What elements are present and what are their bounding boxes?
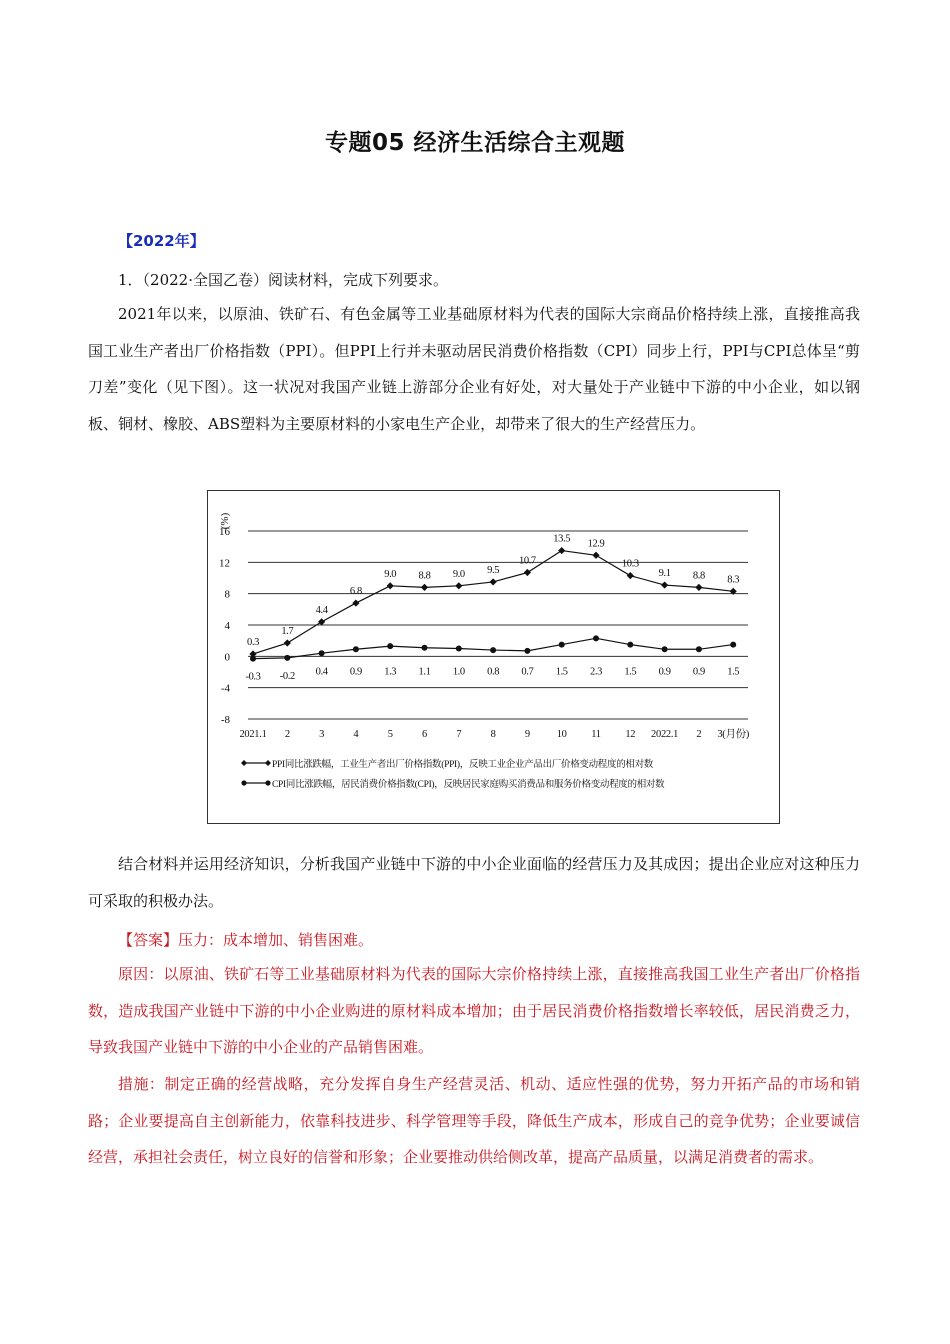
- x-tick-label: 2021.1: [239, 729, 267, 740]
- ppi-point: [592, 552, 599, 559]
- year-tag: 【2022年】: [118, 232, 205, 250]
- ppi-point: [661, 581, 668, 588]
- x-tick-label: 3(月份): [717, 729, 750, 740]
- ppi-point: [524, 569, 531, 576]
- cpi-point: [524, 648, 530, 654]
- cpi-point: [387, 643, 393, 649]
- legend-ppi-marker: [241, 760, 247, 766]
- x-tick-label: 2022.1: [651, 729, 679, 740]
- cpi-data-label: 0.7: [521, 666, 534, 678]
- cpi-point: [627, 642, 633, 648]
- cpi-point: [284, 655, 290, 661]
- y-tick-label: 12: [219, 557, 230, 570]
- ppi-point: [284, 639, 291, 646]
- cpi-point: [250, 656, 256, 662]
- cpi-point: [559, 642, 565, 648]
- x-tick-label: 10: [556, 729, 567, 740]
- chart-svg: [208, 491, 781, 825]
- ppi-point: [490, 578, 497, 585]
- cpi-data-label: 1.3: [384, 666, 397, 678]
- ppi-point: [455, 582, 462, 589]
- question-ask: 结合材料并运用经济知识，分析我国产业链中下游的中小企业面临的经营压力及其成因；提出企业应对这种压力可采取的积极办法。: [88, 855, 860, 910]
- cpi-point: [490, 647, 496, 653]
- question-intro: 1．（2022·全国乙卷）阅读材料，完成下列要求。: [118, 271, 448, 289]
- question-material: 2021年以来，以原油、铁矿石、有色金属等工业基础原材料为代表的国际大宗商品价格持续上涨，直接推高我国工业生产者出厂价格指数（PPI）。但PPI上行并未驱动居民消费价格指数（CPI）同步上行，PPI与CPI总体呈“剪刀差”变化（见下图）。这一状况对我国产业链上游部分企业有好处，对大量处于产业链中下游的中小企业，如以钢板、铜材、橡胶、ABS塑料为主要原材料的小家电生产企业，却带来了很大的生产经营压力。: [88, 305, 860, 433]
- x-tick-label: 2: [696, 729, 702, 740]
- cpi-point: [593, 635, 599, 641]
- legend-cpi-marker: [265, 780, 270, 785]
- page-title: 专题05 经济生活综合主观题: [324, 130, 625, 156]
- cpi-data-label: 2.3: [590, 666, 602, 678]
- ppi-point: [352, 599, 359, 606]
- cpi-data-label: 1.5: [727, 666, 740, 678]
- cpi-data-label: 1.0: [452, 666, 465, 678]
- cpi-data-label: 0.9: [692, 666, 705, 678]
- ppi-data-label: 1.7: [281, 626, 294, 638]
- y-tick-label: 16: [219, 526, 230, 538]
- ppi-point: [387, 582, 394, 589]
- x-tick-label: 6: [422, 729, 427, 740]
- x-tick-label: 8: [490, 729, 496, 740]
- ppi-data-label: 10.7: [519, 555, 536, 567]
- ppi-data-label: 8.8: [692, 570, 705, 582]
- x-tick-label: 7: [456, 729, 462, 740]
- cpi-data-label: -0.2: [279, 670, 295, 682]
- y-tick-label: -8: [220, 714, 230, 726]
- ppi-data-label: 6.8: [349, 586, 362, 598]
- ppi-cpi-chart: [207, 490, 780, 824]
- cpi-point: [456, 646, 462, 652]
- x-tick-label: 5: [387, 729, 393, 740]
- legend-entry: CPI同比涨跌幅，居民消费价格指数(CPI)，反映居民家庭购买消费品和服务价格变动程度的相对数: [272, 780, 665, 790]
- y-tick-label: -4: [220, 682, 230, 695]
- ppi-data-label: 8.3: [727, 574, 740, 586]
- answer-pressure: 【答案】压力：成本增加、销售困难。: [118, 931, 374, 949]
- ppi-point: [627, 572, 634, 579]
- cpi-data-label: 1.5: [555, 666, 568, 678]
- x-tick-label: 3: [319, 729, 325, 740]
- ppi-data-label: 12.9: [587, 538, 605, 550]
- cpi-data-label: 0.8: [487, 666, 500, 678]
- ppi-data-label: 4.4: [315, 604, 328, 616]
- answer-measures: 措施：制定正确的经营战略，充分发挥自身生产经营灵活、机动、适应性强的优势，努力开拓产品的市场和销路；企业要提高自主创新能力，依靠科技进步、科学管理等手段，降低生产成本，形成自己的竞争优势；企业要诚信经营，承担社会责任，树立良好的信誉和形象；企业要推动供给侧改革，提高产品质量，以满足消费者的需求。: [88, 1075, 860, 1166]
- y-axis-label: (%): [219, 512, 231, 530]
- ppi-data-label: 9.0: [452, 568, 465, 580]
- cpi-data-label: 0.9: [349, 666, 362, 678]
- cpi-point: [696, 646, 702, 652]
- cpi-point: [662, 646, 668, 652]
- legend-cpi-marker: [241, 780, 246, 785]
- legend-entry: PPI同比涨跌幅，工业生产者出厂价格指数(PPI)，反映工业企业产品出厂价格变动程度的相对数: [272, 760, 653, 770]
- x-tick-label: 12: [625, 729, 636, 740]
- ppi-data-label: 9.1: [658, 568, 671, 580]
- cpi-point: [319, 650, 325, 656]
- y-tick-label: 4: [224, 620, 230, 632]
- y-tick-label: 8: [224, 588, 230, 601]
- cpi-data-label: 1.5: [624, 666, 637, 678]
- ppi-point: [421, 584, 428, 591]
- ppi-data-label: 9.5: [487, 564, 500, 576]
- cpi-data-label: 0.9: [658, 666, 671, 678]
- ppi-point: [318, 618, 325, 625]
- ppi-point: [695, 584, 702, 591]
- x-tick-label: 11: [591, 729, 601, 740]
- x-tick-label: 2: [284, 729, 290, 740]
- cpi-point: [353, 646, 359, 652]
- cpi-point: [422, 645, 428, 651]
- ppi-data-label: 13.5: [553, 533, 571, 545]
- cpi-point: [730, 642, 736, 648]
- ppi-data-label: 0.3: [247, 636, 259, 648]
- ppi-data-label: 10.3: [621, 558, 639, 570]
- x-tick-label: 4: [353, 729, 359, 740]
- cpi-data-label: 1.1: [418, 666, 431, 678]
- answer-reason: 原因：以原油、铁矿石等工业基础原材料为代表的国际大宗价格持续上涨，直接推高我国工业生产者出厂价格指数，造成我国产业链中下游的中小企业购进的原材料成本增加；由于居民消费价格指数增长率较低，居民消费乏力，导致我国产业链中下游的中小企业的产品销售困难。: [88, 965, 860, 1056]
- ppi-data-label: 8.8: [418, 570, 431, 582]
- cpi-data-label: 0.4: [315, 666, 328, 678]
- x-tick-label: 9: [524, 729, 530, 740]
- ppi-data-label: 9.0: [384, 568, 397, 580]
- y-tick-label: 0: [224, 651, 230, 664]
- cpi-data-label: -0.3: [245, 671, 261, 683]
- ppi-point: [558, 547, 565, 554]
- legend-ppi-marker: [265, 760, 271, 766]
